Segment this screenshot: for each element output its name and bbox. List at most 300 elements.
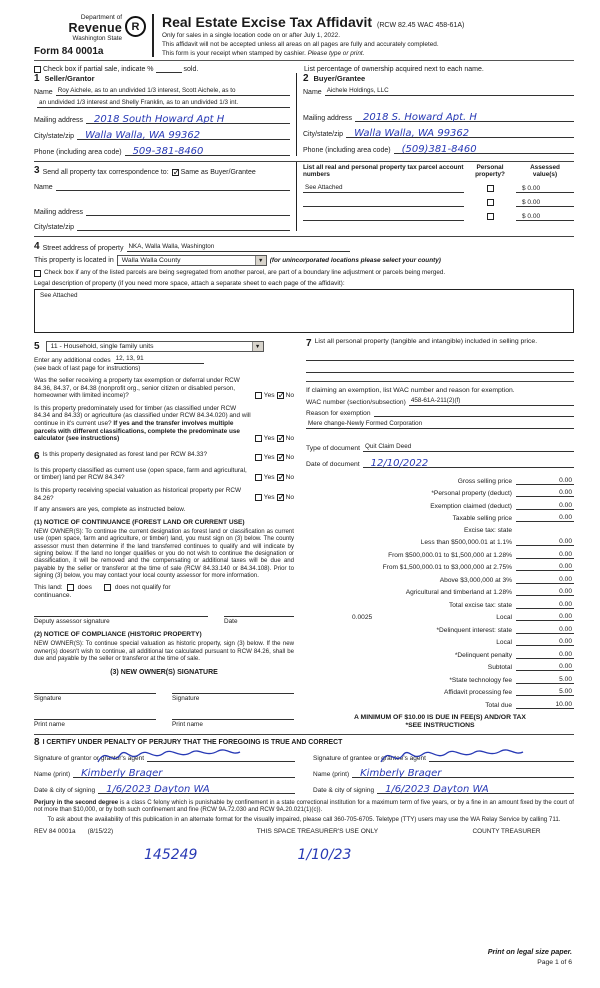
fee-row [306, 638, 574, 646]
grantor-signature-label: Signature of grantor or grantor's agent [34, 754, 145, 762]
fee-value: 0.00 [516, 538, 574, 546]
same-as-buyer-checkbox[interactable] [172, 169, 179, 176]
use-and-tax-columns [34, 338, 574, 729]
exemption-no-label: No [285, 391, 294, 399]
perjury-bold: Perjury in the second degree [34, 798, 119, 806]
correspondence-intro: Send all property tax correspondence to: [42, 169, 169, 176]
seller-section-number: 1 [34, 73, 40, 84]
assessed-value-cell: $ 0.00 [516, 185, 574, 193]
grantor-name-value: Kimberly Brager [81, 767, 163, 779]
historic-yes-label: Yes [263, 494, 275, 502]
deputy-assessor-block [34, 608, 208, 625]
buyer-section [296, 73, 574, 156]
segregated-checkbox[interactable] [34, 270, 41, 277]
fee-value: 5.00 [516, 676, 574, 684]
buyer-section-title: Buyer/Grantee [313, 74, 366, 83]
fee-row [306, 676, 574, 684]
agency-text [68, 14, 122, 42]
seller-section-head [34, 73, 290, 84]
fee-gap [306, 468, 574, 472]
parcel-row [303, 199, 574, 207]
header-note-3 [162, 50, 574, 58]
treasurer-stamps [34, 847, 574, 863]
seller-name-label: Name [34, 89, 53, 96]
new-owner-print-field-2[interactable] [172, 711, 294, 720]
forest-yes-checkbox[interactable] [255, 454, 262, 461]
grantee-name-print-label: Name (print) [313, 770, 350, 778]
seller-name-value-line1: Roy Aichele, as to an undivided 1/3 interest, Scott Aichele, as to [57, 87, 236, 94]
correspondence-section-number: 3 [34, 165, 40, 176]
land-qualify-row [34, 584, 294, 591]
timber-no-checkbox[interactable] [277, 435, 284, 442]
timber-question-part2: If yes and the transfer involves multiple parcels with different classifications, complete the predominate use calculator (see instructions) [34, 419, 240, 443]
footer-row [34, 828, 574, 835]
fee-row [306, 663, 574, 671]
fee-row [306, 576, 574, 584]
rev-label: REV 84 0001a [34, 828, 76, 836]
fee-value: 5.00 [516, 688, 574, 696]
timber-no-label: No [285, 434, 294, 442]
fee-row [306, 551, 574, 559]
deputy-date-label: Date [224, 618, 238, 626]
header-note-1: Only for sales in a single location code on or after July 1, 2022. [162, 31, 340, 39]
buyer-phone-field[interactable] [394, 145, 574, 154]
additional-codes-note: (see back of last page for instructions) [34, 365, 141, 372]
doc-type-field[interactable] [363, 443, 574, 452]
county-note: (for unincorporated locations please select your county) [269, 257, 441, 264]
timber-question [34, 405, 294, 443]
deputy-assessor-signature-field[interactable] [34, 608, 208, 617]
additional-codes-row [34, 355, 294, 364]
exemption-question [34, 377, 294, 400]
stamp-number: 145249 [144, 847, 198, 864]
title-row [162, 14, 574, 30]
fee-label: Local [496, 639, 512, 646]
same-as-buyer-label: Same as Buyer/Grantee [180, 169, 256, 176]
fee-value: 0.00 [516, 613, 574, 621]
fee-row [306, 477, 574, 485]
reason-label-row [306, 409, 574, 417]
notice-compliance-title: (2) NOTICE OF COMPLIANCE (HISTORIC PROPERTY) [34, 631, 202, 639]
current-use-no-checkbox[interactable] [277, 474, 284, 481]
header-note-3b: Please type or print. [307, 49, 365, 57]
new-owners-signature-title: (3) NEW OWNER(S) SIGNATURE [110, 669, 218, 677]
fee-label: *Delinquent interest: state [436, 626, 512, 634]
timber-yes-checkbox[interactable] [255, 435, 262, 442]
seller-name-row-2 [34, 99, 290, 108]
reason-value-row [306, 420, 574, 429]
personal-property-intro-row [306, 338, 574, 349]
new-owner-print-block-2 [172, 711, 294, 728]
grantee-certification [313, 748, 574, 794]
designation-section-number: 6 [34, 450, 40, 462]
correspondence-mailing-field[interactable] [86, 208, 290, 216]
fee-value: 10.00 [516, 701, 574, 709]
timber-question-text [34, 405, 251, 443]
grantor-certification [34, 748, 295, 794]
grantor-date-value: 1/6/2023 Dayton WA [106, 783, 210, 795]
segregated-label: Check box if any of the listed parcels are being segregated from another parcel, are part of a boundary line adjustment or parcels being merged. [44, 269, 446, 276]
property-section [34, 236, 574, 333]
fee-row [306, 688, 574, 696]
chevron-down-icon: ▼ [252, 342, 263, 351]
correspondence-city-row [34, 223, 290, 231]
parcel-row [303, 184, 574, 193]
grantee-date-field[interactable] [377, 785, 574, 794]
seller-city-field[interactable] [77, 131, 290, 140]
grantee-signature-label: Signature of grantee or grantee's agent [313, 754, 426, 762]
seller-mailing-row [34, 115, 290, 124]
fee-row [306, 651, 574, 659]
buyer-phone-value: (509)381-8460 [401, 144, 477, 155]
alternate-format-note: To ask about the availability of this publication in an alternate format for the visually impaired, please call 360-705-6705. Teletype (TTY) users may use the WA Relay Service by calling 711. [47, 815, 561, 823]
exemption-yes-label: Yes [263, 391, 275, 399]
tax-section-number: 7 [306, 338, 312, 349]
buyer-mailing-value: 2018 S. Howard Apt. H [363, 112, 477, 123]
historic-no-label: No [285, 494, 294, 502]
buyer-city-value: Walla Walla, WA 99362 [354, 128, 470, 139]
street-address-value: NKA, Walla Walla, Washington [128, 243, 215, 250]
partial-sale-label: Check box if partial sale, indicate % [43, 66, 154, 73]
historic-question [34, 487, 294, 502]
grantee-date-row [313, 785, 574, 794]
rev-block [34, 828, 196, 835]
historic-yes-no [255, 494, 294, 501]
grantee-name-field[interactable] [352, 769, 574, 778]
new-owner-print-block-1 [34, 711, 156, 728]
wac-label: WAC number (section/subsection) [306, 399, 406, 406]
county-dropdown[interactable] [117, 255, 267, 266]
deputy-date-field[interactable] [224, 608, 294, 617]
land-use-code-dropdown[interactable] [46, 341, 264, 352]
parcel-col-header: List all real and personal property tax parcel account numbers [303, 164, 464, 179]
fee-row [306, 514, 574, 522]
minimum-fee-note: A MINIMUM OF $10.00 IS DUE IN FEE(S) AND/OR TAX [354, 713, 526, 721]
certification-head [34, 737, 574, 748]
correspondence-section [34, 162, 296, 231]
fee-label: Local [496, 614, 512, 621]
parcel-number-field[interactable] [303, 213, 464, 221]
doc-type-row [306, 443, 574, 452]
seller-phone-row [34, 147, 290, 156]
buyer-spacer [303, 96, 574, 106]
grantor-signature-row [34, 754, 295, 762]
notice-continuance-body: NEW OWNER(S): To continue the current designation as forest land or classification as current use (open space, farm and agriculture, or timber) land, you must sign on (3) below. The county assessor must then determine if the land transferred continues to qualify and will indicate by signing below. If the land no longer qualifies or you do not wish to continue the designation or classification, it will be removed and the compensating or additional taxes will be due and payable by the seller or transferor at the time of sale (RCW 84.33.140 or 84.34.108). Prior to signing (3) below, you may contact your local county assessor for more information. [34, 528, 294, 579]
wac-value: 458-61A-211(2)(f) [410, 397, 461, 404]
buyer-name-row [303, 87, 574, 96]
historic-no-checkbox[interactable] [277, 494, 284, 501]
grantor-date-city-label: Date & city of signing [34, 786, 96, 794]
wac-field[interactable] [409, 397, 574, 406]
certification-section-number: 8 [34, 736, 40, 748]
buyer-city-row [303, 129, 574, 138]
fee-label: Total due [485, 701, 512, 709]
does-not-checkbox[interactable] [104, 584, 111, 591]
tax-section-column [302, 338, 574, 729]
seller-name-value-line2: an undivided 1/3 interest and Shelly Franklin, as to an undivided 1/3 int. [39, 99, 239, 106]
historic-yes-checkbox[interactable] [255, 494, 262, 501]
correspondence-gap [34, 191, 290, 201]
dor-logo-icon [125, 16, 146, 37]
fee-value: 0.00 [516, 563, 574, 571]
seller-mailing-field[interactable] [86, 115, 290, 124]
buyer-section-number: 2 [303, 73, 309, 84]
perjury-text: is a class C felony which is punishable by confinement in a state correctional institution for a maximum term of five years, or by a fine in an amount fixed by the court of not more than $10,000, or by both such confinement and fine (RCW 9A.72.030 and RCW 9A.20.021(1)(c)). [34, 798, 574, 813]
personal-property-checkbox[interactable] [487, 185, 494, 192]
fee-row [306, 701, 574, 709]
fee-value: 0.00 [516, 663, 574, 671]
timber-yes-no [255, 435, 294, 442]
grantor-date-row [34, 785, 295, 794]
does-checkbox[interactable] [67, 584, 74, 591]
exemption-question-text: Was the seller receiving a property tax exemption or deferral under RCW 84.36, 84.37, or 84.38 (nonprofit org., senior citizen or disabled person, homeowner with limited income)? [34, 377, 240, 400]
treasurer-space-label: THIS SPACE TREASURER'S USE ONLY [256, 828, 379, 836]
fee-value: 0.00 [516, 514, 574, 522]
fee-label: Total excise tax: state [448, 601, 512, 609]
signature-label-2: Signature [172, 695, 200, 703]
grantor-name-print-label: Name (print) [34, 770, 71, 778]
personal-property-header-line1: Personal [476, 164, 504, 171]
doc-date-value: 12/10/2022 [370, 458, 429, 469]
fee-value: 0.00 [516, 588, 574, 596]
forest-no-label: No [285, 453, 294, 461]
current-use-yes-label: Yes [263, 473, 275, 481]
buyer-mailing-row [303, 113, 574, 122]
dor-logo-glyph: R [131, 20, 140, 33]
reason-value: Mere change-Newly Formed Corporation [308, 420, 423, 427]
personal-property-intro: List all personal property (tangible and intangible) included in selling price. [314, 338, 538, 345]
grantee-date-city-label: Date & city of signing [313, 786, 375, 794]
exemption-yes-checkbox[interactable] [255, 392, 262, 399]
buyer-name-field[interactable] [325, 87, 574, 96]
agency-block [34, 14, 154, 57]
partial-sale-left [34, 65, 304, 73]
fee-label: Taxable selling price [452, 515, 512, 522]
fee-row [306, 489, 574, 497]
seller-name-field[interactable] [56, 87, 290, 96]
doc-date-label: Date of document [306, 461, 360, 468]
grantee-date-value: 1/6/2023 Dayton WA [385, 783, 489, 795]
perjury-note [34, 799, 574, 813]
personal-property-checkbox[interactable] [487, 213, 494, 220]
personal-property-header-line2: property? [475, 171, 505, 179]
personal-property-cell [464, 213, 516, 221]
forest-no-checkbox[interactable] [277, 454, 284, 461]
seller-mailing-label: Mailing address [34, 117, 84, 124]
doc-type-value: Quit Claim Deed [365, 443, 412, 450]
correspondence-intro-row [34, 165, 290, 176]
agency-logo-row [34, 14, 146, 42]
certification-section [34, 734, 574, 794]
print-name-label-1: Print name [34, 721, 65, 729]
parties-columns [34, 73, 574, 156]
form-title: Real Estate Excise Tax Affidavit [162, 14, 373, 30]
fee-row [306, 502, 574, 510]
buyer-name-label: Name [303, 89, 322, 96]
does-label: does [77, 584, 92, 592]
personal-property-col-header [464, 164, 516, 178]
fee-label: *Delinquent penalty [454, 651, 512, 659]
agency-dept-line: Department of [80, 14, 122, 21]
answers-yes-note: If any answers are yes, complete as instructed below. [34, 506, 186, 514]
fee-value: 0.00 [516, 638, 574, 646]
legal-description-box[interactable] [34, 289, 574, 333]
fee-label: *State technology fee [449, 676, 512, 684]
deputy-date-block [224, 608, 294, 625]
seller-mailing-value: 2018 South Howard Apt H [94, 114, 225, 125]
correspondence-columns [34, 162, 574, 231]
buyer-phone-label: Phone (including area code) [303, 147, 391, 154]
correspondence-mailing-label: Mailing address [34, 209, 84, 216]
exemption-no-checkbox[interactable] [277, 392, 284, 399]
partial-sale-percent-field[interactable] [156, 65, 182, 73]
forest-land-question [34, 451, 294, 462]
fee-label: Subtotal [487, 664, 512, 671]
buyer-mailing-field[interactable] [355, 113, 574, 122]
divider-exemption [306, 381, 574, 382]
fee-section-label: Excise tax: state [463, 526, 512, 534]
fee-label: From $1,500,000.01 to $3,000,000 at 2.75% [382, 564, 512, 571]
legal-description-label: Legal description of property (if you need more space, attach a separate sheet to each page of the affidavit): [34, 280, 345, 287]
rev-date: (8/15/22) [87, 828, 114, 836]
header-note-2: This affidavit will not be accepted unless all areas on all pages are fully and accurately completed. [162, 40, 439, 48]
personal-property-field-2[interactable] [306, 361, 574, 373]
stamp-date: 1/10/23 [297, 847, 352, 864]
new-owner-signature-field-1[interactable] [34, 685, 156, 694]
reason-field-trail[interactable] [374, 409, 574, 417]
seller-name-field-2[interactable] [37, 99, 290, 108]
see-instructions-note: *SEE INSTRUCTIONS [405, 721, 475, 729]
grantor-name-field[interactable] [73, 769, 295, 778]
reason-label: Reason for exemption [306, 410, 371, 417]
seller-phone-field[interactable] [125, 147, 290, 156]
parcel-number-field[interactable] [303, 184, 464, 193]
partial-sale-suffix: sold. [183, 66, 199, 73]
current-use-yes-checkbox[interactable] [255, 474, 262, 481]
reason-field[interactable] [306, 420, 574, 429]
additional-codes-field[interactable] [114, 355, 204, 364]
correspondence-name-label: Name [34, 184, 53, 191]
fee-row [306, 588, 574, 596]
chevron-down-icon: ▼ [255, 256, 266, 265]
fee-value: 0.00 [516, 489, 574, 497]
correspondence-name-row [34, 183, 290, 191]
form-number: Form 84 0001a [34, 46, 104, 57]
street-address-label: Street address of property [42, 245, 124, 252]
ownership-note: List percentage of ownership acquired next to each name. [304, 66, 484, 73]
deputy-assessor-label: Deputy assessor signature [34, 618, 110, 626]
additional-codes-label: Enter any additional codes [34, 357, 111, 364]
fee-row [306, 538, 574, 546]
correspondence-name-field[interactable] [56, 183, 290, 191]
use-section-column [34, 338, 302, 729]
grantee-name-row [313, 769, 574, 778]
fee-label: *Personal property (deduct) [431, 490, 512, 497]
new-owner-signature-field-2[interactable] [172, 685, 294, 694]
new-owner-print-field-1[interactable] [34, 711, 156, 720]
additional-codes-value: 12, 13, 91 [115, 355, 144, 362]
current-use-question [34, 467, 294, 482]
wac-row [306, 397, 574, 406]
personal-property-cell [464, 199, 516, 207]
timber-question-part1: Is this property predominately used for timber (as classified under RCW 84.34 and 84.33) or agriculture (as classified under RCW 84.34.020) and will continue in it's current use? [34, 404, 251, 427]
parcel-number-field[interactable] [303, 199, 464, 207]
fee-label: Gross selling price [457, 477, 512, 485]
county-selected-value: Walla Walla County [121, 257, 181, 264]
buyer-city-label: City/state/zip [303, 131, 344, 138]
street-address-row [34, 241, 574, 252]
notice-compliance-body: NEW OWNER(S): To continue special valuation as historic property, sign (3) below. If the new owner(s) doesn't wish to continue, all additional tax calculated pursuant to RCW 84.26, shall be due and payable by the seller or transferor at the time of sale. [34, 640, 294, 662]
street-address-field[interactable] [127, 243, 351, 252]
deputy-assessor-row [34, 608, 294, 625]
fee-value: 0.00 [516, 576, 574, 584]
county-row [34, 255, 574, 266]
grantor-signature-field[interactable] [147, 754, 295, 762]
partial-sale-checkbox[interactable] [34, 66, 41, 73]
historic-question-text: Is this property receiving special valuation as historical property per RCW 84.26? [34, 486, 242, 502]
buyer-city-field[interactable] [346, 129, 574, 138]
print-note: Print on legal size paper. [487, 947, 572, 956]
local-rate-value: 0.0025 [352, 614, 373, 621]
grantor-date-field[interactable] [98, 785, 295, 794]
personal-property-checkbox[interactable] [487, 199, 494, 206]
agency-name: Revenue [68, 21, 122, 35]
county-label: This property is located in [34, 257, 114, 264]
assessed-value-header-line2: value(s) [532, 171, 558, 179]
correspondence-mailing-row [34, 208, 290, 216]
seller-name-row [34, 87, 290, 96]
seller-section-title: Seller/Grantor [44, 74, 95, 83]
page-number: Page 1 of 6 [537, 959, 572, 966]
grantor-name-row [34, 769, 295, 778]
current-use-no-label: No [285, 473, 294, 481]
new-owner-signature-block-1 [34, 685, 156, 702]
current-use-yes-no [255, 474, 294, 481]
new-owner-signature-row [34, 685, 294, 702]
buyer-phone-row [303, 145, 574, 154]
assessed-value-col-header [516, 164, 574, 178]
agency-state-line: Washington State [72, 35, 122, 42]
timber-yes-label: Yes [263, 434, 275, 442]
partial-sale-right [304, 66, 574, 73]
fee-value: 0.00 [516, 477, 574, 485]
fee-label: Less than $500,000.01 at 1.1% [420, 539, 512, 546]
seller-section [34, 73, 296, 156]
continuance-label: continuance. [34, 592, 72, 600]
exemption-yes-no [255, 392, 294, 399]
fee-value: 0.00 [516, 601, 574, 609]
land-label: This land: [34, 584, 63, 592]
assessed-value-cell: $ 0.00 [516, 213, 574, 221]
certification-columns [34, 748, 574, 794]
header-note-3a: This form is your receipt when stamped by cashier. [162, 49, 308, 57]
county-treasurer-label: COUNTY TREASURER [472, 828, 541, 836]
land-use-code-value: 11 - Household, single family units [50, 343, 154, 350]
fee-label: Above $3,000,000 at 3% [439, 576, 512, 584]
seller-phone-value: 509-381-8460 [132, 146, 204, 157]
grantee-signature-field[interactable] [429, 754, 574, 762]
fee-label: Affidavit processing fee [443, 689, 512, 696]
doc-date-field[interactable] [363, 459, 574, 468]
fee-value: 0.00 [516, 626, 574, 634]
personal-property-field-1[interactable] [306, 349, 574, 361]
assessed-value-header-line1: Assessed [530, 164, 560, 171]
correspondence-city-field[interactable] [77, 223, 290, 231]
grantee-name-value: Kimberly Brager [360, 767, 442, 779]
parcel-row [303, 213, 574, 221]
property-section-number: 4 [34, 241, 40, 252]
fee-label: From $500,000.01 to $1,500,000 at 1.28% [388, 551, 512, 559]
